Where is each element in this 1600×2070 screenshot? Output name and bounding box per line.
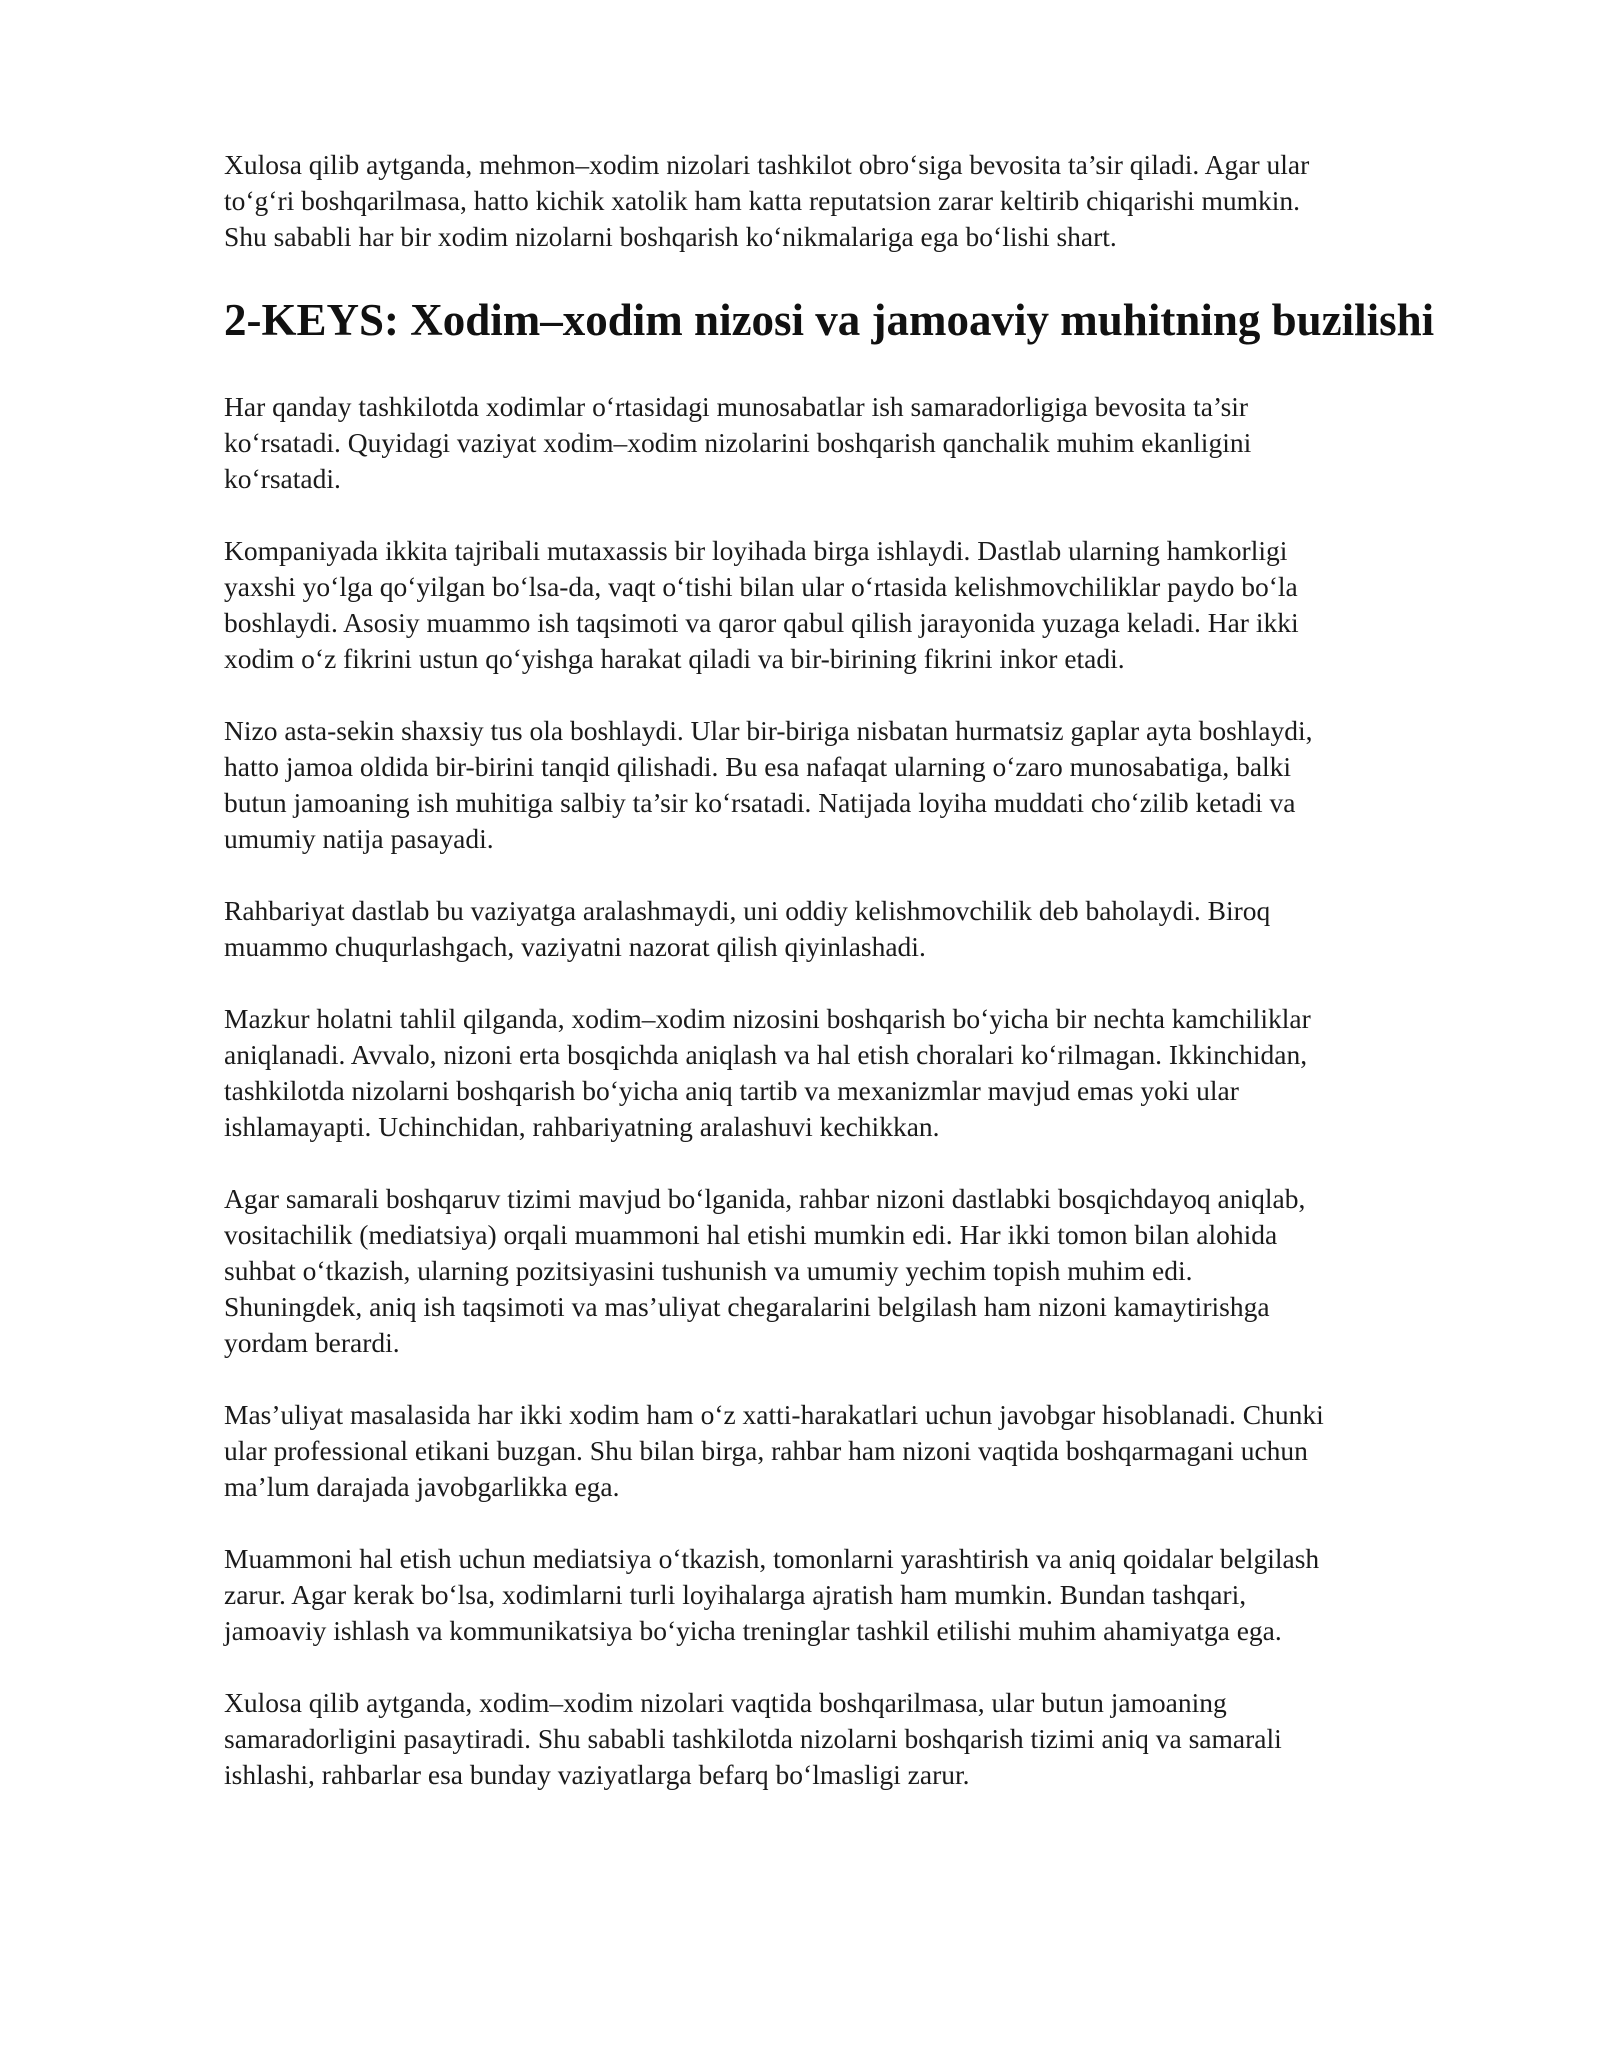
- intro-paragraph: Xulosa qilib aytganda, mehmon–xodim nizolari tashkilot obro‘siga bevosita ta’sir qiladi. Agar ular to‘g‘ri boshqarilmasa, hatto kichik xatolik ham katta reputatsion zarar keltirib chiqarishi mumkin. Shu sababli har bir xodim nizolarni boshqarish ko‘nikmalariga ega bo‘lishi shart.: [224, 149, 1310, 252]
- paragraph-7: Mas’uliyat masalasida har ikki xodim ham o‘z xatti-harakatlari uchun javobgar hisoblanadi. Chunki ular professional etikani buzgan. Shu bilan birga, rahbar ham nizoni vaqtida boshqarmagani uchun ma’lum darajada javobgarlikka ega.: [224, 1399, 1324, 1502]
- document-body: [224, 147, 1484, 1829]
- section-heading: 2-KEYS: Xodim–xodim nizosi va jamoaviy muhitning buzilishi: [224, 295, 1435, 345]
- paragraph-4: Rahbariyat dastlab bu vaziyatga aralashmaydi, uni oddiy kelishmovchilik deb baholaydi. Biroq muammo chuqurlashgach, vaziyatni nazorat qilish qiyinlashadi.: [224, 895, 1271, 962]
- paragraph-8: Muammoni hal etish uchun mediatsiya o‘tkazish, tomonlarni yarashtirish va aniq qoidalar belgilash zarur. Agar kerak bo‘lsa, xodimlarni turli loyihalarga ajratish ham mumkin. Bundan tashqari, jamoaviy ishlash va kommunikatsiya bo‘yicha treninglar tashkil etilishi muhim ahamiyatga ega.: [224, 1543, 1320, 1646]
- paragraph-2: Kompaniyada ikkita tajribali mutaxassis bir loyihada birga ishlaydi. Dastlab ularning hamkorligi yaxshi yo‘lga qo‘yilgan bo‘lsa-da, vaqt o‘tishi bilan ular o‘rtasida kelishmovchiliklar paydo bo‘la boshlaydi. Asosiy muammo ish taqsimoti va qaror qabul qilish jarayonida yuzaga keladi. Har ikki xodim o‘z fikrini ustun qo‘yishga harakat qiladi va bir-birining fikrini inkor etadi.: [224, 535, 1299, 674]
- paragraph-9: Xulosa qilib aytganda, xodim–xodim nizolari vaqtida boshqarilmasa, ular butun jamoaning samaradorligini pasaytiradi. Shu sababli tashkilotda nizolarni boshqarish tizimi aniq va samarali ishlashi, rahbarlar esa bunday vaziyatlarga befarq bo‘lmasligi zarur.: [224, 1687, 1282, 1790]
- paragraph-1: Har qanday tashkilotda xodimlar o‘rtasidagi munosabatlar ish samaradorligiga bevosita ta’sir ko‘rsatadi. Quyidagi vaziyat xodim–xodim nizolarini boshqarish qanchalik muhim ekanligini ko‘rsatadi.: [224, 391, 1252, 494]
- paragraph-6: Agar samarali boshqaruv tizimi mavjud bo‘lganida, rahbar nizoni dastlabki bosqichdayoq aniqlab, vositachilik (mediatsiya) orqali muammoni hal etishi mumkin edi. Har ikki tomon bilan alohida suhbat o‘tkazish, ularning pozitsiyasini tushunish va umumiy yechim topish muhim edi. Shuningdek, aniq ish taqsimoti va mas’uliyat chegaralarini belgilash ham nizoni kamaytirishga yordam berardi.: [224, 1183, 1306, 1358]
- paragraph-3: Nizo asta-sekin shaxsiy tus ola boshlaydi. Ular bir-biriga nisbatan hurmatsiz gaplar ayta boshlaydi, hatto jamoa oldida bir-birini tanqid qilishadi. Bu esa nafaqat ularning o‘zaro munosabatiga, balki butun jamoaning ish muhitiga salbiy ta’sir ko‘rsatadi. Natijada loyiha muddati cho‘zilib ketadi va umumiy natija pasayadi.: [224, 715, 1313, 854]
- paragraph-5: Mazkur holatni tahlil qilganda, xodim–xodim nizosini boshqarish bo‘yicha bir nechta kamchiliklar aniqlanadi. Avvalo, nizoni erta bosqichda aniqlash va hal etish choralari ko‘rilmagan. Ikkinchidan, tashkilotda nizolarni boshqarish bo‘yicha aniq tartib va mexanizmlar mavjud emas yoki ular ishlamayapti. Uchinchidan, rahbariyatning aralashuvi kechikkan.: [224, 1003, 1311, 1142]
